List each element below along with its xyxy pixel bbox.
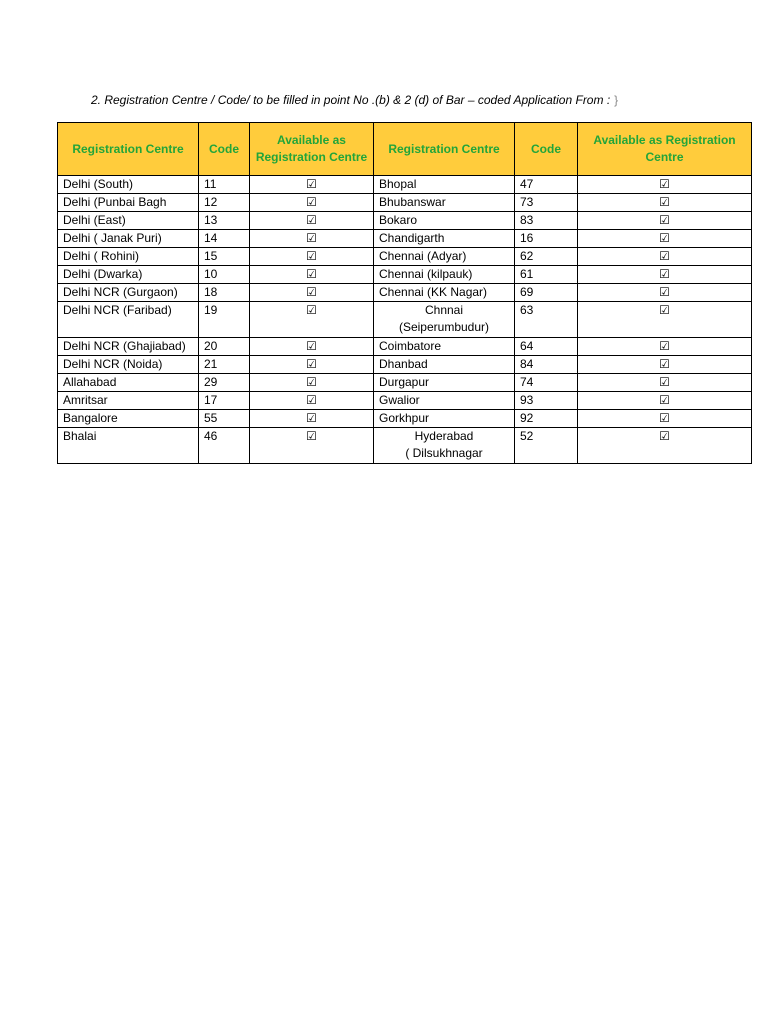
table-header-row xyxy=(58,123,752,176)
left-available-checkbox[interactable]: ☑ xyxy=(250,266,374,284)
left-available-checkbox[interactable]: ☑ xyxy=(250,410,374,428)
section-heading xyxy=(91,93,618,107)
table-row xyxy=(58,302,752,338)
left-code-cell: 12 xyxy=(199,194,250,212)
table-row xyxy=(58,392,752,410)
right-available-checkbox[interactable]: ☑ xyxy=(578,230,752,248)
left-available-checkbox[interactable]: ☑ xyxy=(250,248,374,266)
left-available-checkbox[interactable]: ☑ xyxy=(250,302,374,338)
right-centre-cell: Chennai (KK Nagar) xyxy=(374,284,515,302)
right-centre-cell: Bhubanswar xyxy=(374,194,515,212)
right-centre-cell: Dhanbad xyxy=(374,356,515,374)
right-code-cell: 52 xyxy=(515,428,578,464)
right-centre-line-1: Hyderabad xyxy=(414,429,474,443)
left-available-checkbox[interactable]: ☑ xyxy=(250,284,374,302)
right-code-cell: 74 xyxy=(515,374,578,392)
left-centre-cell: Delhi (South) xyxy=(58,176,199,194)
table-row xyxy=(58,338,752,356)
left-code-cell: 15 xyxy=(199,248,250,266)
right-centre-cell: Chennai (kilpauk) xyxy=(374,266,515,284)
table-row xyxy=(58,176,752,194)
right-centre-cell: Coimbatore xyxy=(374,338,515,356)
right-centre-cell: Bokaro xyxy=(374,212,515,230)
right-centre-cell: Bhopal xyxy=(374,176,515,194)
right-code-cell: 62 xyxy=(515,248,578,266)
right-centre-cell xyxy=(374,428,515,464)
left-available-checkbox[interactable]: ☑ xyxy=(250,194,374,212)
table-row xyxy=(58,428,752,464)
left-available-checkbox[interactable]: ☑ xyxy=(250,356,374,374)
right-code-cell: 92 xyxy=(515,410,578,428)
heading-marker: } xyxy=(614,93,619,107)
left-available-checkbox[interactable]: ☑ xyxy=(250,428,374,464)
left-code-cell: 11 xyxy=(199,176,250,194)
header-registration-centre: Registration Centre xyxy=(58,123,199,176)
left-available-checkbox[interactable]: ☑ xyxy=(250,392,374,410)
table-row xyxy=(58,212,752,230)
left-centre-cell: Delhi (Punbai Bagh xyxy=(58,194,199,212)
right-available-checkbox[interactable]: ☑ xyxy=(578,428,752,464)
left-code-cell: 20 xyxy=(199,338,250,356)
section-heading-text: 2. Registration Centre / Code/ to be filled in point No .(b) & 2 (d) of Bar – coded Application From : xyxy=(91,93,611,107)
right-centre-cell: Chennai (Adyar) xyxy=(374,248,515,266)
right-available-checkbox[interactable]: ☑ xyxy=(578,392,752,410)
right-code-cell: 16 xyxy=(515,230,578,248)
right-code-cell: 84 xyxy=(515,356,578,374)
header-code-right: Code xyxy=(515,123,578,176)
left-available-checkbox[interactable]: ☑ xyxy=(250,212,374,230)
right-available-checkbox[interactable]: ☑ xyxy=(578,356,752,374)
left-code-cell: 46 xyxy=(199,428,250,464)
registration-centre-table xyxy=(57,122,752,464)
left-available-checkbox[interactable]: ☑ xyxy=(250,338,374,356)
left-centre-cell: Delhi (Dwarka) xyxy=(58,266,199,284)
right-code-cell: 83 xyxy=(515,212,578,230)
right-centre-line-1: Chnnai xyxy=(424,303,464,317)
header-available-right: Available as Registration Centre xyxy=(578,123,752,176)
header-registration-centre-right: Registration Centre xyxy=(374,123,515,176)
right-code-cell: 69 xyxy=(515,284,578,302)
right-centre-cell xyxy=(374,302,515,338)
left-centre-cell: Amritsar xyxy=(58,392,199,410)
table-row xyxy=(58,284,752,302)
right-centre-cell: Gorkhpur xyxy=(374,410,515,428)
left-centre-cell: Bhalai xyxy=(58,428,199,464)
table-row xyxy=(58,248,752,266)
header-code: Code xyxy=(199,123,250,176)
right-centre-cell: Durgapur xyxy=(374,374,515,392)
right-available-checkbox[interactable]: ☑ xyxy=(578,194,752,212)
left-code-cell: 13 xyxy=(199,212,250,230)
left-available-checkbox[interactable]: ☑ xyxy=(250,176,374,194)
right-available-checkbox[interactable]: ☑ xyxy=(578,284,752,302)
left-centre-cell: Delhi ( Rohini) xyxy=(58,248,199,266)
header-available: Available as Registration Centre xyxy=(250,123,374,176)
left-code-cell: 19 xyxy=(199,302,250,338)
table-row xyxy=(58,410,752,428)
table-row xyxy=(58,374,752,392)
table-row xyxy=(58,266,752,284)
right-code-cell: 47 xyxy=(515,176,578,194)
right-centre-line-2: (Seiperumbudur) xyxy=(398,320,490,334)
right-available-checkbox[interactable]: ☑ xyxy=(578,410,752,428)
right-available-checkbox[interactable]: ☑ xyxy=(578,176,752,194)
left-code-cell: 14 xyxy=(199,230,250,248)
left-available-checkbox[interactable]: ☑ xyxy=(250,374,374,392)
right-available-checkbox[interactable]: ☑ xyxy=(578,338,752,356)
left-code-cell: 10 xyxy=(199,266,250,284)
right-available-checkbox[interactable]: ☑ xyxy=(578,266,752,284)
left-centre-cell: Delhi NCR (Gurgaon) xyxy=(58,284,199,302)
table-row xyxy=(58,230,752,248)
left-code-cell: 21 xyxy=(199,356,250,374)
right-code-cell: 61 xyxy=(515,266,578,284)
left-code-cell: 55 xyxy=(199,410,250,428)
right-centre-cell: Chandigarth xyxy=(374,230,515,248)
right-code-cell: 93 xyxy=(515,392,578,410)
left-centre-cell: Delhi NCR (Ghajiabad) xyxy=(58,338,199,356)
right-code-cell: 73 xyxy=(515,194,578,212)
left-centre-cell: Delhi NCR (Noida) xyxy=(58,356,199,374)
left-code-cell: 18 xyxy=(199,284,250,302)
right-available-checkbox[interactable]: ☑ xyxy=(578,374,752,392)
left-centre-cell: Allahabad xyxy=(58,374,199,392)
left-centre-cell: Delhi (East) xyxy=(58,212,199,230)
left-centre-cell: Delhi NCR (Faribad) xyxy=(58,302,199,338)
left-centre-cell: Bangalore xyxy=(58,410,199,428)
left-code-cell: 17 xyxy=(199,392,250,410)
table-row xyxy=(58,356,752,374)
right-code-cell: 63 xyxy=(515,302,578,338)
left-centre-cell: Delhi ( Janak Puri) xyxy=(58,230,199,248)
right-centre-line-2: ( Dilsukhnagar xyxy=(405,446,483,460)
left-available-checkbox[interactable]: ☑ xyxy=(250,230,374,248)
right-available-checkbox[interactable]: ☑ xyxy=(578,212,752,230)
right-available-checkbox[interactable]: ☑ xyxy=(578,302,752,338)
table-row xyxy=(58,194,752,212)
right-available-checkbox[interactable]: ☑ xyxy=(578,248,752,266)
right-code-cell: 64 xyxy=(515,338,578,356)
right-centre-cell: Gwalior xyxy=(374,392,515,410)
left-code-cell: 29 xyxy=(199,374,250,392)
